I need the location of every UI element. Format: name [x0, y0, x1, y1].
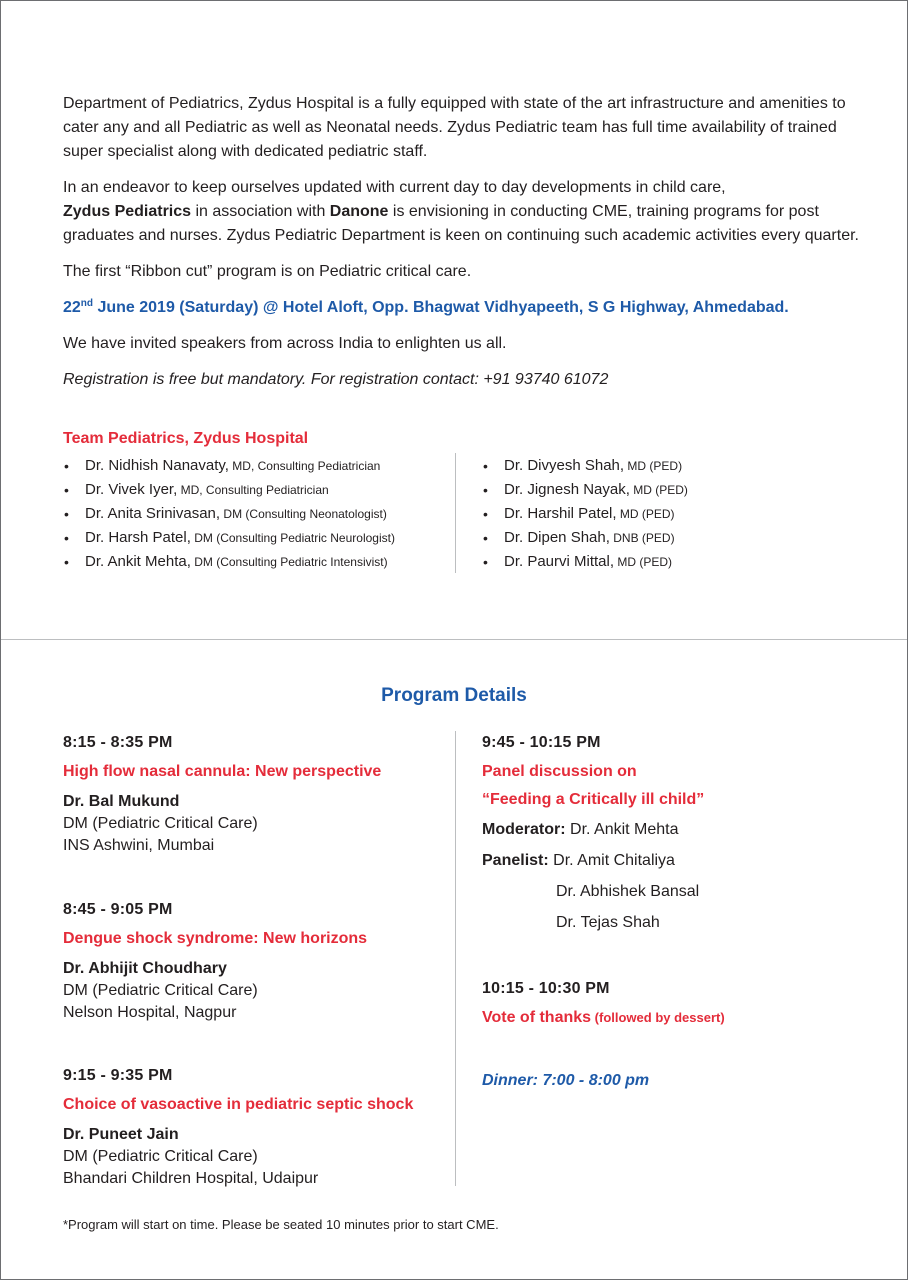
team-member [63, 502, 395, 526]
panelist-name: Dr. Amit Chitaliya [548, 852, 675, 869]
session-speaker: Dr. Abhijit Choudhary [63, 960, 227, 977]
session-time: 8:15 - 8:35 PM [63, 734, 173, 751]
team-member [63, 526, 395, 550]
intro-paragraph-2-text: In an endeavor to keep ourselves updated with current day to day developments in child care, [63, 179, 726, 196]
member-name: Dr. Ankit Mehta, [85, 553, 191, 570]
program-title: Program Details [381, 685, 527, 706]
member-qualification: MD (PED) [614, 555, 673, 569]
intro-paragraph-1: Department of Pediatrics, Zydus Hospital is a fully equipped with state of the art infrastructure and amenities to cater any and all Pediatric as well as Neonatal needs. Zydus Pediatric team has full time availability of trained super specialist along with dedicated pediatric staff. [63, 95, 846, 160]
session-3 [63, 1067, 413, 1190]
team-member [482, 550, 688, 574]
team-list-right [482, 454, 688, 574]
intro-section [63, 92, 863, 404]
vote-of-thanks: Vote of thanks [482, 1009, 592, 1026]
intro-paragraph-4: We have invited speakers from across India to enlighten us all. [63, 335, 507, 352]
member-qualification: DM (Consulting Neonatologist) [220, 507, 387, 521]
team-divider [455, 453, 456, 573]
session-4-panel [482, 734, 704, 933]
member-name: Dr. Harsh Patel, [85, 529, 191, 546]
session-topic: Choice of vasoactive in pediatric septic shock [63, 1096, 414, 1113]
team-list-left [63, 454, 395, 574]
team-member [63, 478, 395, 502]
session-time: 9:15 - 9:35 PM [63, 1067, 173, 1084]
member-name: Dr. Harshil Patel, [504, 505, 617, 522]
member-name: Dr. Dipen Shah, [504, 529, 610, 546]
zydus-pediatrics-label: Zydus Pediatrics [63, 203, 192, 220]
session-1 [63, 734, 381, 857]
speaker-affiliation: Bhandari Children Hospital, Udaipur [63, 1170, 319, 1187]
dinner-time: Dinner: 7:00 - 8:00 pm [482, 1072, 650, 1089]
member-name: Dr. Divyesh Shah, [504, 457, 625, 474]
panelist-name: Dr. Tejas Shah [556, 914, 660, 931]
session-topic-title: “Feeding a Critically ill child” [482, 791, 705, 808]
member-qualification: MD (PED) [616, 507, 675, 521]
session-topic: High flow nasal cannula: New perspective [63, 763, 382, 780]
section-divider [1, 639, 907, 640]
team-title: Team Pediatrics, Zydus Hospital [63, 430, 309, 447]
member-qualification: DM (Consulting Pediatric Intensivist) [190, 555, 388, 569]
session-2 [63, 901, 367, 1024]
team-member [482, 478, 688, 502]
vote-of-thanks-note: (followed by dessert) [591, 1010, 725, 1025]
member-qualification: DNB (PED) [609, 531, 675, 545]
session-speaker: Dr. Bal Mukund [63, 793, 180, 810]
team-member [482, 454, 688, 478]
session-topic [482, 1009, 725, 1027]
danone-label: Danone [329, 203, 389, 220]
member-qualification: MD (PED) [629, 483, 688, 497]
event-details [63, 296, 863, 320]
member-name: Dr. Nidhish Nanavaty, [85, 457, 229, 474]
registration-note [63, 368, 863, 392]
event-day: 22 [63, 299, 81, 316]
moderator-row [482, 819, 704, 840]
footnote: *Program will start on time. Please be seated 10 minutes prior to start CME. [63, 1217, 499, 1232]
panelist-row [482, 850, 704, 871]
registration-text: Registration is free but mandatory. For registration contact: +91 93740 61072 [63, 371, 609, 388]
session-topic: Panel discussion on [482, 763, 637, 780]
member-qualification: DM (Consulting Pediatric Neurologist) [190, 531, 395, 545]
team-member [63, 454, 395, 478]
program-divider [455, 731, 456, 1186]
member-name: Dr. Jignesh Nayak, [504, 481, 630, 498]
panelist-name: Dr. Abhishek Bansal [556, 883, 700, 900]
session-5 [482, 980, 725, 1027]
team-member [482, 526, 688, 550]
session-time: 9:45 - 10:15 PM [482, 734, 601, 751]
team-member [63, 550, 395, 574]
speaker-affiliation: INS Ashwini, Mumbai [63, 837, 215, 854]
member-qualification: MD, Consulting Pediatrician [228, 459, 381, 473]
intro-paragraph-3: The first “Ribbon cut” program is on Pediatric critical care. [63, 263, 472, 280]
speaker-degree: DM (Pediatric Critical Care) [63, 1148, 258, 1165]
moderator-label: Moderator: [482, 821, 566, 838]
member-name: Dr. Paurvi Mittal, [504, 553, 615, 570]
moderator-name: Dr. Ankit Mehta [565, 821, 679, 838]
event-day-suffix: nd [80, 298, 94, 309]
intro-paragraph-2 [63, 176, 863, 248]
panelist-label: Panelist: [482, 852, 549, 869]
session-time: 8:45 - 9:05 PM [63, 901, 173, 918]
event-venue: June 2019 (Saturday) @ Hotel Aloft, Opp. Bhagwat Vidhyapeeth, S G Highway, Ahmedabad. [93, 299, 789, 316]
session-speaker: Dr. Puneet Jain [63, 1126, 179, 1143]
member-qualification: MD (PED) [624, 459, 683, 473]
speaker-affiliation: Nelson Hospital, Nagpur [63, 1004, 237, 1021]
team-member [482, 502, 688, 526]
member-qualification: MD, Consulting Pediatrician [177, 483, 329, 497]
intro-paragraph-2-text: is envisioning in conducting CME, training programs for post graduates and nurses. Zydus Pediatric Department is keen on continuing such academic activities every quarter. [63, 203, 859, 244]
session-time: 10:15 - 10:30 PM [482, 980, 610, 997]
member-name: Dr. Anita Srinivasan, [85, 505, 221, 522]
member-name: Dr. Vivek Iyer, [85, 481, 178, 498]
intro-paragraph-2-text: in association with [191, 203, 330, 220]
session-topic: Dengue shock syndrome: New horizons [63, 930, 368, 947]
speaker-degree: DM (Pediatric Critical Care) [63, 982, 258, 999]
speaker-degree: DM (Pediatric Critical Care) [63, 815, 258, 832]
